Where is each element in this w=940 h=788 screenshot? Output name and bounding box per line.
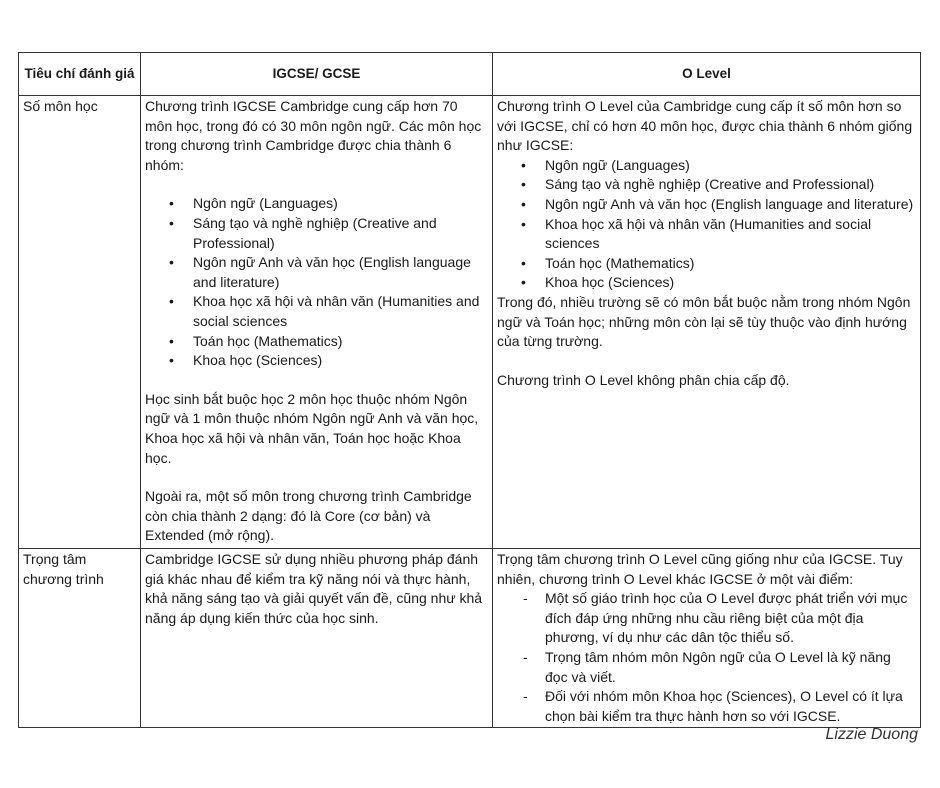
olevel-level-text: Chương trình O Level không phân chia cấp độ. — [497, 371, 790, 388]
list-item: • Ngôn ngữ Anh và văn học (English language and literature) — [545, 195, 916, 215]
igcse-intro: Chương trình IGCSE Cambridge cung cấp hơn 70 môn học, trong đó có 30 môn ngôn ngữ. Các môn học trong chương trình Cambridge được chia thành 6 nhóm: — [145, 98, 482, 173]
header-igcse: IGCSE/ GCSE — [141, 53, 493, 96]
list-item: • Ngôn ngữ Anh và văn học (English language and literature) — [193, 253, 488, 292]
header-row — [19, 53, 921, 96]
olevel-intro: Chương trình O Level của Cambridge cung cấp ít số môn hơn so với IGCSE, chỉ có hơn 40 môn học, được chia thành 6 nhóm giống như IGCSE: — [497, 98, 913, 154]
list-item: • Sáng tạo và nghề nghiệp (Creative and Professional) — [193, 214, 488, 253]
list-item: • Toán học (Mathematics) — [193, 332, 488, 352]
list-item: • Ngôn ngữ (Languages) — [545, 156, 916, 176]
list-item: • Khoa học xã hội và nhân văn (Humanities and social sciences — [545, 215, 916, 254]
olevel-focus-list — [497, 589, 916, 726]
header-olevel: O Level — [493, 53, 921, 96]
list-item: • Sáng tạo và nghề nghiệp (Creative and Professional) — [545, 175, 916, 195]
list-item: • Khoa học (Sciences) — [545, 273, 916, 293]
igcse-requirement-text: Học sinh bắt buộc học 2 môn học thuộc nhóm Ngôn ngữ và 1 môn thuộc nhóm Ngôn ngữ Anh và văn học, Khoa học xã hội và nhân văn, Toán học hoặc Khoa học. — [145, 390, 479, 466]
criterion-cell: Trọng tâm chương trình — [19, 549, 141, 728]
igcse-level-text: Ngoài ra, một số môn trong chương trình Cambridge còn chia thành 2 dạng: đó là Core (cơ bản) và Extended (mở rộng). — [145, 488, 472, 544]
comparison-table — [18, 52, 921, 728]
list-item: - Đối với nhóm môn Khoa học (Sciences), O Level có ít lựa chọn bài kiểm tra thực hành hơn so với IGCSE. — [545, 687, 916, 726]
list-item: • Khoa học (Sciences) — [193, 351, 488, 371]
olevel-subjects-cell — [493, 96, 921, 549]
igcse-focus-text: Cambridge IGCSE sử dụng nhiều phương pháp đánh giá khác nhau để kiểm tra kỹ năng nói và thực hành, khả năng sáng tạo và giải quyết vấn đề, cũng như khả năng áp dụng kiến thức của học sinh. — [145, 551, 483, 626]
list-item: • Toán học (Mathematics) — [545, 254, 916, 274]
table-row — [19, 96, 921, 549]
table-row — [19, 549, 921, 728]
olevel-requirement-text: Trong đó, nhiều trường sẽ có môn bắt buộc nằm trong nhóm Ngôn ngữ và Toán học; những môn còn lại sẽ tùy thuộc vào định hướng của từng trường. — [497, 293, 911, 350]
olevel-focus-intro: Trọng tâm chương trình O Level cũng giống như của IGCSE. Tuy nhiên, chương trình O Level khác IGCSE ở một vài điểm: — [497, 551, 903, 587]
list-item: • Ngôn ngữ (Languages) — [193, 194, 488, 214]
author-signature: Lizzie Duong — [825, 726, 918, 743]
olevel-focus-cell — [493, 549, 921, 728]
list-item: • Khoa học xã hội và nhân văn (Humanities and social sciences — [193, 292, 488, 331]
igcse-group-list — [145, 194, 488, 370]
criterion-cell: Số môn học — [19, 96, 141, 549]
igcse-subjects-cell — [141, 96, 493, 549]
header-criteria: Tiêu chí đánh giá — [19, 53, 141, 96]
igcse-focus-cell — [141, 549, 493, 728]
olevel-group-list — [497, 156, 916, 293]
list-item: - Trọng tâm nhóm môn Ngôn ngữ của O Level là kỹ năng đọc và viết. — [545, 648, 916, 687]
list-item: - Một số giáo trình học của O Level được phát triển với mục đích đáp ứng những nhu cầu riêng biệt của một địa phương, ví dụ như các dân tộc thiểu số. — [545, 589, 916, 648]
